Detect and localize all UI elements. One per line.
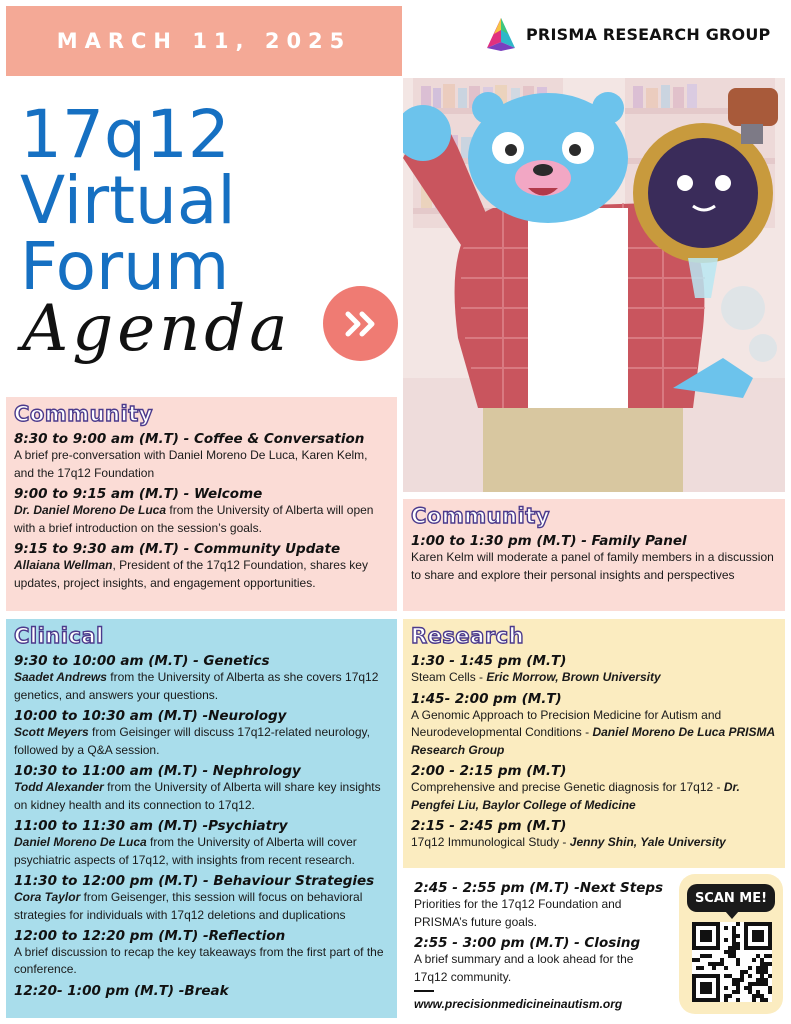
agenda-description: A brief summary and a look ahead for the 17q12 community. — [414, 952, 634, 984]
agenda-description: Todd Alexander from the University of Alberta will share key insights on kidney health and its connection to 17q12. — [14, 780, 381, 812]
agenda-item — [14, 431, 389, 482]
speaker-name: Eric Morrow, Brown University — [486, 670, 661, 685]
agenda-description: A brief discussion to recap the key takeaways from the first part of the conference. — [14, 945, 384, 977]
agenda-description: Steam Cells - Eric Morrow, Brown University — [411, 670, 661, 685]
bear-robot-illustration — [403, 78, 785, 492]
speaker-name: Scott Meyers — [14, 725, 89, 740]
community-heading: Community — [411, 504, 550, 528]
agenda-item — [14, 486, 389, 537]
community-afternoon-panel — [403, 499, 785, 611]
title-agenda: Agenda — [22, 292, 292, 366]
agenda-time: 10:30 to 11:00 am (M.T) - Nephrology — [14, 762, 301, 779]
agenda-time: 9:00 to 9:15 am (M.T) - Welcome — [14, 486, 263, 503]
qr-code[interactable] — [692, 922, 772, 1002]
agenda-description: Scott Meyers from Geisinger will discuss 17q12-related neurology, followed by a Q&A session. — [14, 725, 370, 757]
agenda-time: 9:30 to 10:00 am (M.T) - Genetics — [14, 653, 270, 670]
agenda-item — [14, 763, 389, 814]
speaker-name: Dr. Pengfei Liu, Baylor College of Medicine — [411, 780, 740, 812]
agenda-item — [14, 653, 389, 704]
agenda-item — [411, 653, 777, 687]
agenda-item — [411, 818, 777, 852]
speaker-name: Todd Alexander — [14, 780, 104, 795]
closing-section — [406, 874, 674, 988]
speaker-name: Daniel Moreno De Luca — [14, 835, 147, 850]
agenda-description: Priorities for the 17q12 Foundation and PRISMA’s future goals. — [414, 897, 622, 929]
scan-card — [679, 874, 783, 1014]
agenda-item — [14, 818, 389, 869]
agenda-description: Daniel Moreno De Luca from the University of Alberta will cover psychiatric aspects of 17q12, with insights from recent research. — [14, 835, 357, 867]
prisma-logo-icon — [484, 16, 518, 52]
agenda-time: 2:55 - 3:00 pm (M.T) - Closing — [414, 934, 641, 951]
title-line-1: 17q12 — [20, 96, 230, 173]
agenda-time: 12:00 to 12:20 pm (M.T) -Reflection — [14, 927, 286, 944]
agenda-time: 1:45- 2:00 pm (M.T) — [411, 690, 562, 707]
agenda-item — [14, 983, 389, 999]
agenda-time: 11:30 to 12:00 pm (M.T) - Behaviour Strategies — [14, 872, 375, 889]
agenda-description: Comprehensive and precise Genetic diagnosis for 17q12 - Dr. Pengfei Liu, Baylor College of Medicine — [411, 780, 740, 812]
speaker-name: Cora Taylor — [14, 890, 81, 905]
speaker-name: Saadet Andrews — [14, 670, 107, 685]
agenda-description: A brief pre-conversation with Daniel Moreno De Luca, Karen Kelm, and the 17q12 Foundation — [14, 448, 368, 480]
agenda-item — [414, 880, 666, 931]
website-link[interactable]: www.precisionmedicineinautism.org — [414, 997, 623, 1011]
agenda-time: 8:30 to 9:00 am (M.T) - Coffee & Conversation — [14, 431, 365, 448]
agenda-item — [14, 541, 389, 592]
community-morning-panel — [6, 397, 397, 611]
agenda-description: Saadet Andrews from the University of Alberta as she covers 17q12 genetics, and answers your questions. — [14, 670, 379, 702]
agenda-time: 1:00 to 1:30 pm (M.T) - Family Panel — [411, 533, 687, 550]
community-heading: Community — [14, 402, 153, 426]
agenda-item — [14, 928, 389, 979]
research-panel — [403, 619, 785, 868]
agenda-item — [14, 708, 389, 759]
title-line-2: Virtual — [20, 162, 236, 239]
agenda-description: Cora Taylor from Geisenger, this session will focus on behavioral strategies for individuals with 17q12 deletions and duplications — [14, 890, 363, 922]
agenda-time: 9:15 to 9:30 am (M.T) - Community Update — [14, 540, 341, 557]
agenda-description: Dr. Daniel Moreno De Luca from the University of Alberta will open with a brief introduction on the session’s goals. — [14, 503, 374, 535]
clinical-heading: Clinical — [14, 624, 104, 648]
agenda-time: 11:00 to 11:30 am (M.T) -Psychiatry — [14, 817, 288, 834]
date-banner — [6, 6, 402, 76]
agenda-time: 2:15 - 2:45 pm (M.T) — [411, 817, 567, 834]
title-line-3: Forum — [20, 228, 230, 305]
speaker-name: Daniel Moreno De Luca PRISMA Research Group — [411, 725, 775, 757]
agenda-time: 2:00 - 2:15 pm (M.T) — [411, 762, 567, 779]
agenda-description: 17q12 Immunological Study - Jenny Shin, Yale University — [411, 835, 726, 850]
speaker-name: Jenny Shin, Yale University — [569, 835, 726, 850]
agenda-item — [414, 935, 666, 986]
agenda-time: 12:20- 1:00 pm (M.T) -Break — [14, 982, 229, 999]
divider — [414, 990, 434, 992]
agenda-item — [14, 873, 389, 924]
agenda-item — [411, 763, 777, 814]
research-heading: Research — [411, 624, 525, 648]
clinical-panel — [6, 619, 397, 1018]
agenda-item — [411, 691, 777, 759]
speaker-name: Dr. Daniel Moreno De Luca — [14, 503, 167, 518]
agenda-time: 1:30 - 1:45 pm (M.T) — [411, 653, 567, 670]
event-date: MARCH 11, 2025 — [56, 29, 352, 53]
agenda-time: 10:00 to 10:30 am (M.T) -Neurology — [14, 708, 287, 725]
agenda-description: Allaiana Wellman, President of the 17q12 Foundation, shares key updates, project insights, and engagement opportunities. — [14, 558, 368, 590]
agenda-description: Karen Kelm will moderate a panel of family members in a discussion to share and explore their personal insights and perspectives — [411, 550, 774, 582]
agenda-description: A Genomic Approach to Precision Medicine for Autism and Neurodevelopmental Conditions - Daniel Moreno De Luca PRISMA Research Group — [411, 707, 775, 757]
agenda-time: 2:45 - 2:55 pm (M.T) -Next Steps — [414, 880, 664, 896]
agenda-item — [411, 533, 777, 584]
forward-arrow-icon — [323, 286, 398, 361]
scan-me-label: SCAN ME! — [687, 884, 775, 912]
speaker-name: Allaiana Wellman — [14, 558, 113, 573]
brand-logo — [484, 16, 770, 52]
brand-name: PRISMA RESEARCH GROUP — [526, 24, 771, 44]
